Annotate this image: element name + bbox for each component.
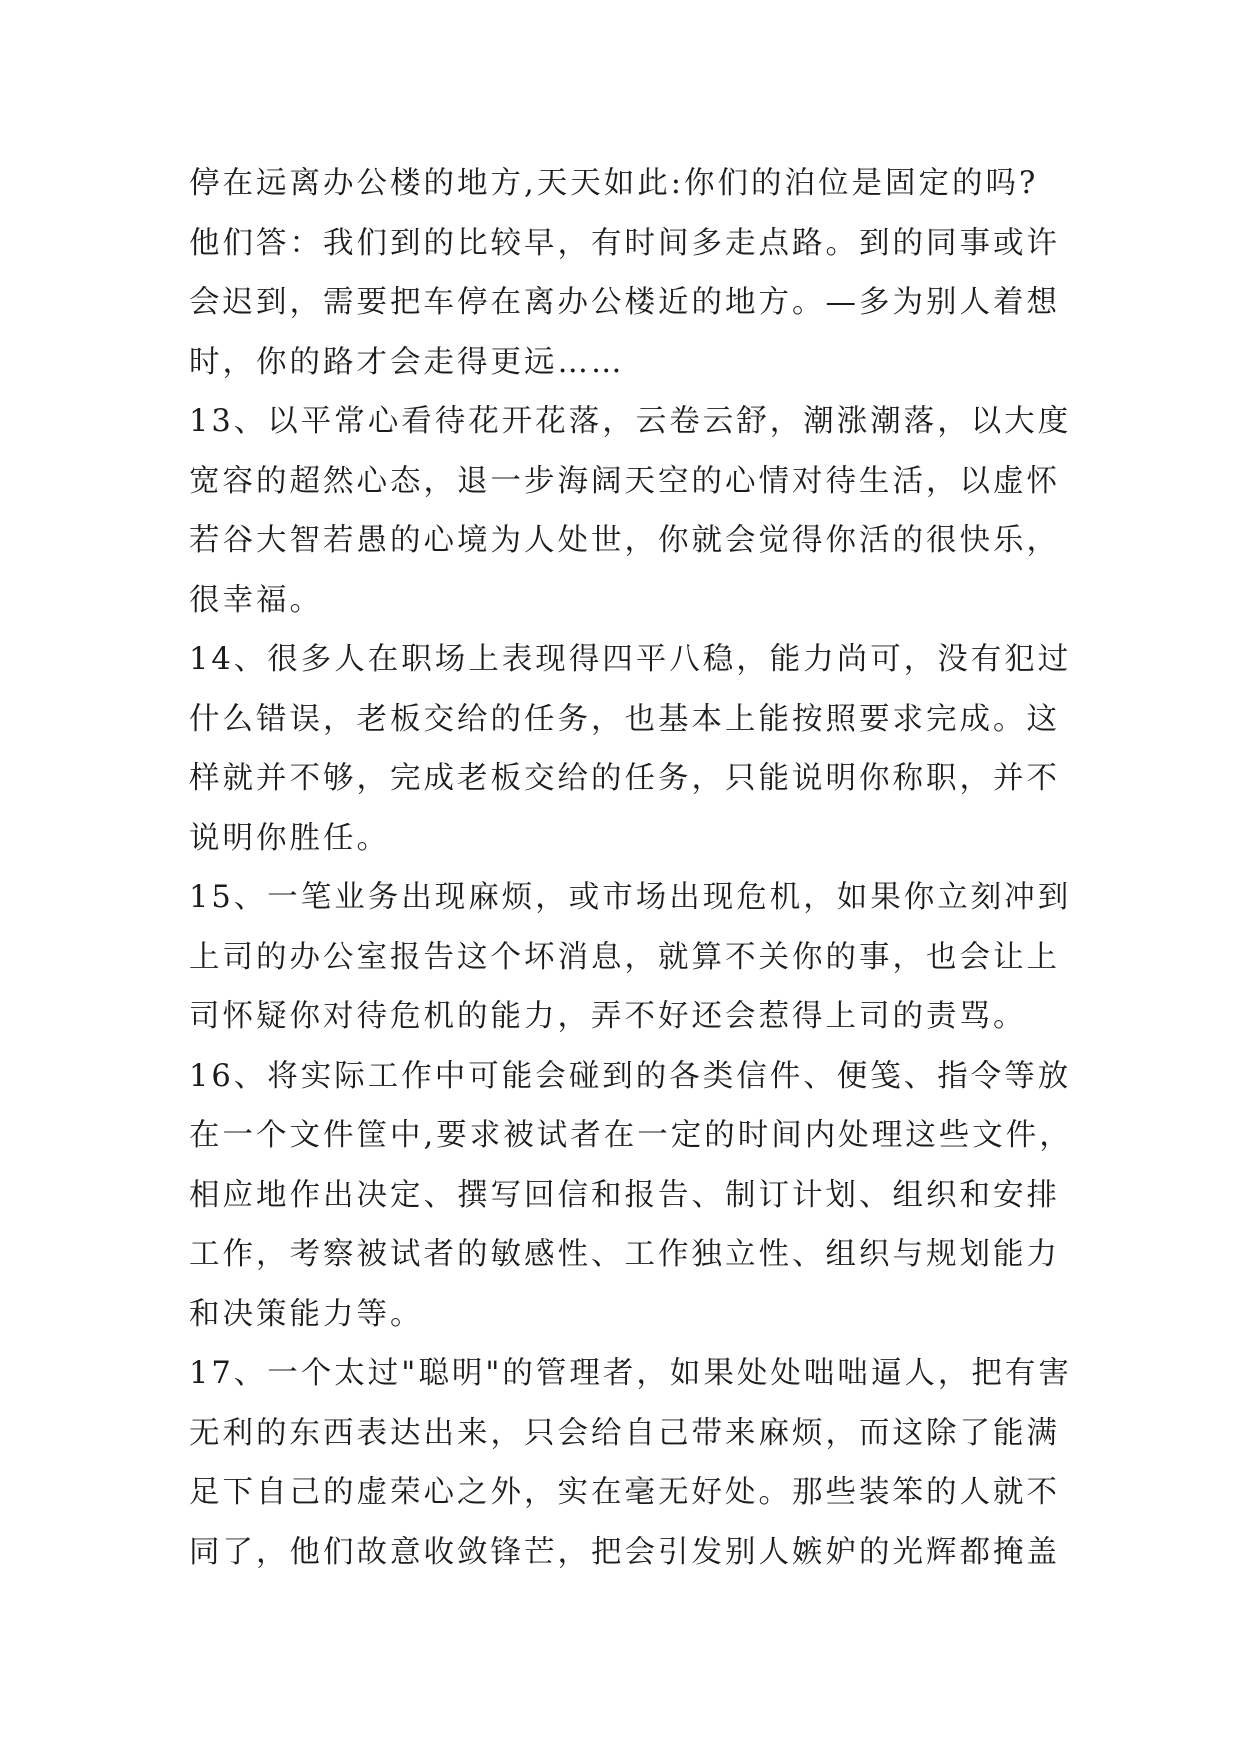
body-text (189, 154, 1073, 1582)
paragraph-17-line: 17、一个太过"聪明"的管理者，如果处处咄咄逼人，把有害 (189, 1356, 1072, 1391)
text-line: 他们答：我们到的比较早，有时间多走点路。到的同事或许 (189, 225, 1060, 261)
text-line: 和决策能力等。 (189, 1296, 424, 1332)
text-line: 足下自己的虚荣心之外，实在毫无好处。那些装笨的人就不 (189, 1475, 1060, 1510)
text-line: 司怀疑你对待危机的能力，弄不好还会惹得上司的责骂。 (189, 999, 1027, 1034)
text-line: 若谷大智若愚的心境为人处世，你就会觉得你活的很快乐， (189, 523, 1060, 558)
text-line: 很幸福。 (189, 582, 323, 618)
text-line: 工作，考察被试者的敏感性、工作独立性、组织与规划能力 (189, 1237, 1060, 1272)
text-line: 会迟到，需要把车停在离办公楼近的地方。—多为别人着想 (189, 285, 1060, 320)
paragraph-16-line: 16、将实际工作中可能会碰到的各类信件、便笺、指令等放 (189, 1058, 1072, 1094)
paragraph-13-line: 13、以平常心看待花开花落，云卷云舒，潮涨潮落，以大度 (189, 404, 1072, 439)
text-line: 时，你的路才会走得更远…… (189, 344, 625, 380)
text-line: 相应地作出决定、撰写回信和报告、制订计划、组织和安排 (189, 1177, 1060, 1213)
text-line: 同了，他们故意收敛锋芒，把会引发别人嫉妒的光辉都掩盖 (189, 1534, 1060, 1570)
text-line: 停在远离办公楼的地方,天天如此:你们的泊位是固定的吗? (189, 166, 1039, 201)
text-line: 什么错误，老板交给的任务，也基本上能按照要求完成。这 (189, 701, 1060, 737)
text-line: 无利的东西表达出来，只会给自己带来麻烦，而这除了能满 (189, 1415, 1060, 1451)
text-line: 上司的办公室报告这个坏消息，就算不关你的事，也会让上 (189, 939, 1060, 975)
paragraph-15-line: 15、一笔业务出现麻烦，或市场出现危机，如果你立刻冲到 (189, 880, 1072, 915)
text-line: 在一个文件筐中,要求被试者在一定的时间内处理这些文件， (189, 1118, 1073, 1153)
text-line: 样就并不够，完成老板交给的任务，只能说明你称职，并不 (189, 761, 1060, 796)
text-line: 说明你胜任。 (189, 820, 390, 856)
paragraph-14-line: 14、很多人在职场上表现得四平八稳，能力尚可，没有犯过 (189, 642, 1072, 677)
text-line: 宽容的超然心态，退一步海阔天空的心情对待生活，以虚怀 (189, 463, 1060, 499)
